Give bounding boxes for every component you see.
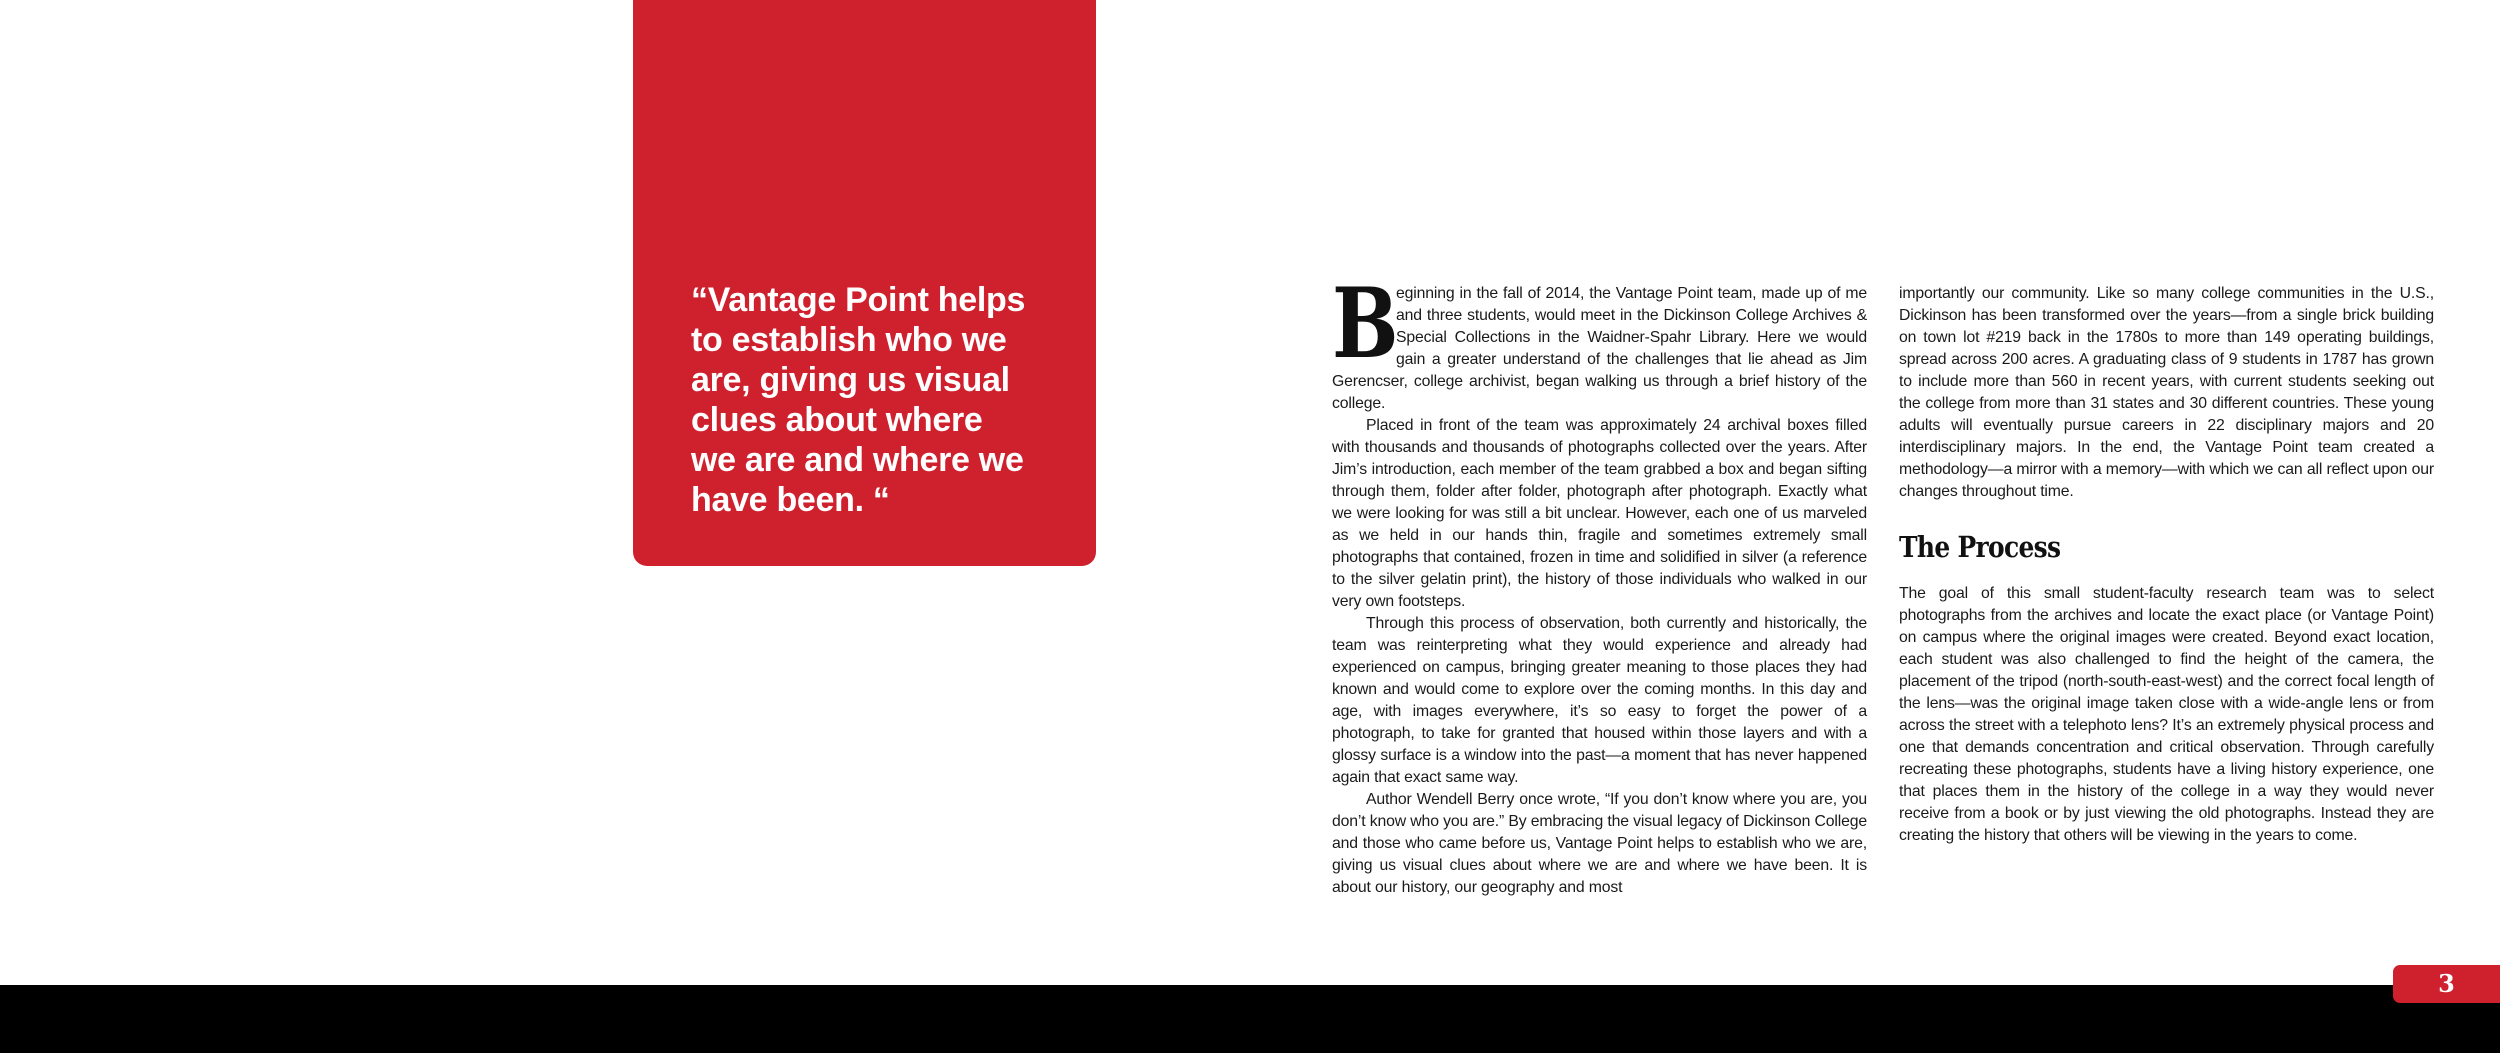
article-column-left	[1332, 267, 1867, 899]
article-continuation: importantly our community. Like so many college communities in the U.S., Dickinson has been transformed over the years—from a single brick building on town lot #219 back in the 1780s to more than 149 operating buildings, spread across 200 acres. A graduating class of 9 students in 1787 has grown to include more than 560 in recent years, with current students seeking out the college from more than 31 states and 30 different countries. These young adults will eventually pursue careers in 22 disciplinary majors and 20 interdisciplinary majors. In the end, the Vantage Point team created a methodology—a mirror with a memory—with which we can all reflect upon our changes throughout time.	[1899, 285, 2434, 500]
article-paragraph	[1332, 267, 1867, 415]
article-column-right	[1899, 283, 2434, 847]
article-paragraph: Through this process of observation, both currently and historically, the team was reinterpreting what they would experience and already had experienced on campus, bringing greater meaning to those places they had known and would come to explore over the coming months. In this day and age, with images everywhere, it’s so easy to forget the power of a photograph, to take for granted that housed within those layers and with a glossy surface is a window into the past—a moment that has never happened again that exact same way.	[1332, 615, 1867, 786]
footer-bar	[0, 985, 2500, 1053]
drop-cap: B	[1332, 267, 1399, 380]
section-heading: The Process	[1899, 530, 2061, 564]
article-paragraph: Author Wendell Berry once wrote, “If you don’t know where you are, you don’t know who you are.” By embracing the visual legacy of Dickinson College and those who came before us, Vantage Point helps to establish who we are, giving us visual clues about where we are and where we have been. It is about our history, our geography and most	[1332, 791, 1867, 896]
pull-quote-text: “Vantage Point helps to establish who we are, giving us visual clues about where we are and where we have been. “	[691, 281, 1026, 519]
article-paragraph-text: eginning in the fall of 2014, the Vantage Point team, made up of me and three students, would meet in the Dickinson College Archives & Special Collections in the Waidner-Spahr Library. Here we would gain a greater understand of the challenges that lie ahead as Jim Gerencser, college archivist, began walking us through a brief history of the college.	[1332, 285, 1867, 412]
pull-quote-box	[633, 0, 1096, 566]
page-number: 3	[2438, 969, 2455, 998]
article-paragraph: Placed in front of the team was approximately 24 archival boxes filled with thousands and thousands of photographs collected over the years. After Jim’s introduction, each member of the team grabbed a box and began sifting through them, folder after folder, photograph after photograph. Exactly what we were looking for was still a bit unclear. However, each one of us marveled as we held in our hands thin, fragile and sometimes extremely small photographs that contained, frozen in time and solidified in silver (a reference to the silver gelatin print), the history of those individuals who walked in our very own footsteps.	[1332, 417, 1867, 610]
section-paragraph: The goal of this small student-faculty research team was to select photographs from the archives and locate the exact place (or Vantage Point) on campus where the original images were created. Beyond exact location, each student was also challenged to find the height of the camera, the placement of the tripod (north-south-east-west) and the correct focal length of the lens—was the original image taken close with a wide-angle lens or from across the street with a telephoto lens? It’s an extremely physical process and one that demands concentration and critical observation. Through carefully recreating these photographs, students have a living history experience, one that places them in the history of the college in a way they would never receive from a book or by just viewing the old photographs. Instead they are creating the history that others will be viewing in the years to come.	[1899, 585, 2434, 844]
page-number-tab	[2393, 965, 2500, 1003]
